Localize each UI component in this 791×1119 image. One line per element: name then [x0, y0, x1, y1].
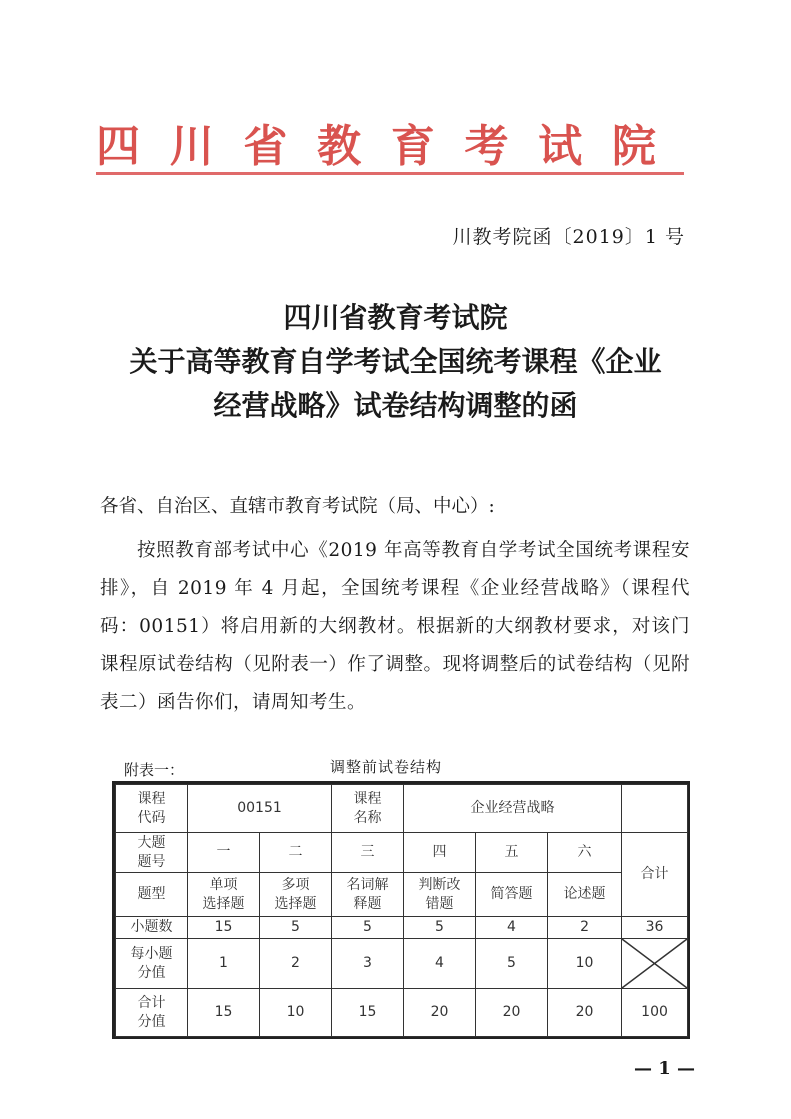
org-char: 教 [317, 121, 362, 172]
document-number: 川教考院函〔2019〕1 号 [452, 226, 685, 248]
org-char: 院 [611, 121, 656, 172]
question-type-cell: 判断改 错题 [404, 873, 476, 917]
question-count-cell: 2 [548, 917, 622, 939]
score-cell: 2 [260, 939, 332, 989]
subtotal-cell: 20 [476, 989, 548, 1037]
org-char: 四 [96, 121, 140, 172]
subtotal-cell: 20 [548, 989, 622, 1037]
page-number: — 1 — [633, 1058, 695, 1079]
question-type-cell: 论述题 [548, 873, 622, 917]
subtotal-cell: 20 [404, 989, 476, 1037]
question-type-cell: 名词解 释题 [332, 873, 404, 917]
org-char: 考 [464, 121, 509, 172]
course-name-label: 课程 名称 [332, 785, 404, 833]
table-row [116, 873, 688, 917]
question-count-total: 36 [622, 917, 688, 939]
subtotal-score-label: 合计 分值 [116, 989, 188, 1037]
exam-structure-table [112, 781, 690, 1039]
course-code-label: 课程 代码 [116, 785, 188, 833]
letterhead-divider [96, 172, 684, 175]
empty-cell [622, 785, 688, 833]
org-char: 川 [169, 121, 214, 172]
heading-line-1: 四川省教育考试院 [283, 301, 508, 334]
question-type-cell: 简答题 [476, 873, 548, 917]
org-letterhead-title [96, 112, 656, 172]
score-cell: 10 [548, 939, 622, 989]
subtotal-cell: 10 [260, 989, 332, 1037]
table-label: 附表一： [124, 761, 185, 779]
question-count-cell: 15 [188, 917, 260, 939]
cross-mark-icon [622, 939, 687, 988]
question-type-label: 题型 [116, 873, 188, 917]
org-char: 试 [538, 121, 583, 172]
org-char: 省 [243, 121, 288, 172]
section-cell: 五 [476, 833, 548, 873]
course-name-value: 企业经营战略 [404, 785, 622, 833]
score-cell: 1 [188, 939, 260, 989]
grand-total-cell: 100 [622, 989, 688, 1037]
question-type-cell: 多项 选择题 [260, 873, 332, 917]
question-count-cell: 5 [260, 917, 332, 939]
section-cell: 一 [188, 833, 260, 873]
table-caption: 调整前试卷结构 [330, 758, 443, 776]
heading-line-2: 关于高等教育自学考试全国统考课程《企业 [129, 345, 662, 378]
subtotal-cell: 15 [332, 989, 404, 1037]
score-per-question-label: 每小题 分值 [116, 939, 188, 989]
section-cell: 六 [548, 833, 622, 873]
crossed-out-cell [622, 939, 688, 989]
course-code-value: 00151 [188, 785, 332, 833]
table-row [116, 833, 688, 873]
question-count-cell: 4 [476, 917, 548, 939]
table-row [116, 917, 688, 939]
question-count-label: 小题数 [116, 917, 188, 939]
table-row [116, 939, 688, 989]
total-label: 合计 [622, 833, 688, 917]
subtotal-cell: 15 [188, 989, 260, 1037]
score-cell: 5 [476, 939, 548, 989]
question-count-cell: 5 [404, 917, 476, 939]
question-type-cell: 单项 选择题 [188, 873, 260, 917]
salutation: 各省、自治区、直辖市教育考试院（局、中心）: [100, 496, 495, 517]
question-count-cell: 5 [332, 917, 404, 939]
table-row [116, 785, 688, 833]
table-row [116, 989, 688, 1037]
org-char: 育 [390, 121, 435, 172]
section-cell: 三 [332, 833, 404, 873]
heading-line-3: 经营战略》试卷结构调整的函 [213, 389, 578, 422]
score-cell: 3 [332, 939, 404, 989]
score-cell: 4 [404, 939, 476, 989]
body-paragraph: 按照教育部考试中心《2019 年高等教育自学考试全国统考课程安排》，自 2019 年 4 月起，全国统考课程《企业经营战略》（课程代码：00151）将启用新的大纲教材。根据新的大纲教材要求，对该门课程原试卷结构（见附表一）作了调整。现将调整后的试卷结构（见附表二）函告你们，请周知考生。 [100, 540, 690, 713]
section-cell: 四 [404, 833, 476, 873]
section-cell: 二 [260, 833, 332, 873]
document-heading [0, 296, 791, 428]
section-number-label: 大题 题号 [116, 833, 188, 873]
